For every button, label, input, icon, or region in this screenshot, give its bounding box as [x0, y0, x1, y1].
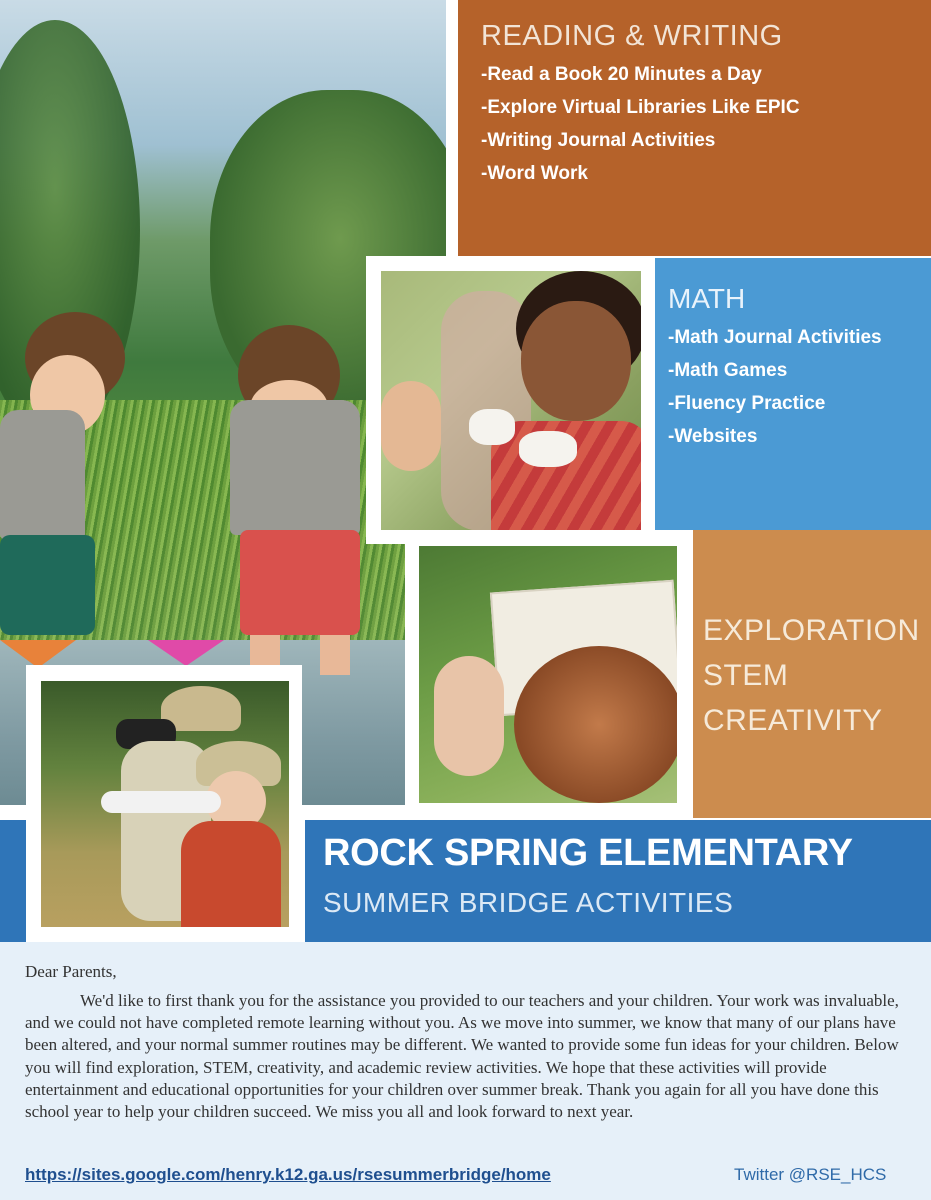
girl-reading-photo: [419, 546, 677, 803]
girl-marshmallow-photo: [381, 271, 641, 530]
letter-greeting: Dear Parents,: [25, 962, 117, 981]
twitter-handle: Twitter @RSE_HCS: [734, 1165, 887, 1184]
kid-one-shirt: [0, 410, 85, 540]
marshmallow: [519, 431, 577, 467]
girl-hand: [381, 381, 441, 471]
stem-label: STEM: [703, 659, 789, 692]
kid-two-shorts: [240, 530, 360, 635]
kid-two-shirt: [230, 400, 360, 535]
pointing-arm: [101, 791, 221, 813]
title-band-left-strip: [0, 820, 26, 942]
creativity-label: CREATIVITY: [703, 704, 883, 737]
girl-face: [521, 301, 631, 421]
reading-item: -Read a Book 20 Minutes a Day: [481, 64, 762, 85]
girl-red-vest: [181, 821, 281, 927]
reading-writing-title: READING & WRITING: [481, 20, 783, 52]
math-item: -Fluency Practice: [668, 393, 826, 414]
kids-safari-binoculars-photo: [41, 681, 289, 927]
math-item: -Math Journal Activities: [668, 327, 882, 348]
reading-item: -Word Work: [481, 163, 588, 184]
school-name: ROCK SPRING ELEMENTARY: [323, 832, 853, 874]
math-item: -Websites: [668, 426, 758, 447]
orange-paper-boat: [0, 640, 76, 668]
marshmallow: [469, 409, 515, 445]
curly-hair: [514, 646, 677, 803]
reading-item: -Explore Virtual Libraries Like EPIC: [481, 97, 800, 118]
program-subtitle: SUMMER BRIDGE ACTIVITIES: [323, 887, 734, 918]
math-title: MATH: [668, 283, 746, 314]
kid-two-leg-right: [320, 635, 350, 675]
letter-body: We'd like to first thank you for the assistance you provided to our teachers and your children. Your work was invaluable, and we could not have completed remote learning without you. As we move into summer, we know that many of our plans have been altered, and your normal summer routines may be different. We wanted to provide some fun ideas for your children. Below you will find exploration, STEM, creativity, and academic review activities. We hope that these activities will provide entertainment and educational opportunities for your children over summer break. Thank you again for all you have done this school year to help your children succeed. We miss you all and look forward to next year.: [25, 991, 899, 1122]
exploration-label: EXPLORATION: [703, 614, 920, 647]
reading-item: -Writing Journal Activities: [481, 130, 716, 151]
pink-paper-boat: [148, 640, 224, 666]
kid-one-pants: [0, 535, 95, 635]
reader-arm: [434, 656, 504, 776]
math-item: -Math Games: [668, 360, 788, 381]
website-link[interactable]: https://sites.google.com/henry.k12.ga.us/rsesummerbridge/home: [25, 1165, 551, 1184]
